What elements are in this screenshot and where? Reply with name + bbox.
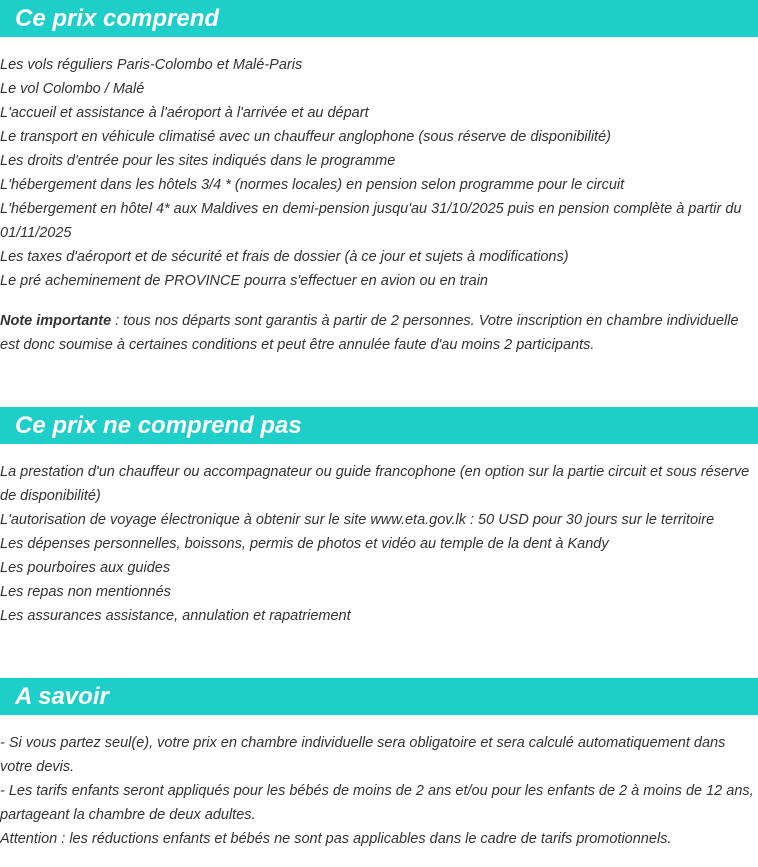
list-item: Les pourboires aux guides: [0, 560, 171, 576]
list-item: Les assurances assistance, annulation et rapatriement: [0, 608, 351, 624]
list-item: Les repas non mentionnés: [0, 584, 171, 600]
list-item: Les droits d'entrée pour les sites indiqués dans le programme: [0, 153, 396, 169]
list-item: Les dépenses personnelles, boissons, permis de photos et vidéo au temple de la dent à Kandy: [0, 536, 609, 552]
note-text: : tous nos départs sont garantis à partir de 2 personnes. Votre inscription en chambre individuelle est donc soumise à certaines conditions et peut être annulée faute d'au moins 2 participants.: [0, 313, 739, 353]
not-included-list: [0, 444, 758, 628]
section-header-good-to-know: A savoir: [0, 678, 758, 715]
important-note: [0, 309, 754, 357]
list-item: Les vols réguliers Paris-Colombo et Malé-Paris: [0, 57, 303, 73]
good-to-know-list: [0, 715, 758, 851]
list-item: Attention : les réductions enfants et bébés ne sont pas applicables dans le cadre de tarifs promotionnels.: [0, 831, 672, 847]
list-item: - Les tarifs enfants seront appliqués pour les bébés de moins de 2 ans et/ou pour les enfants de 2 à moins de 12 ans, partageant la chambre de deux adultes.: [0, 783, 754, 823]
list-item: L'autorisation de voyage électronique à obtenir sur le site www.eta.gov.lk : 50 USD pour 30 jours sur le territoire: [0, 512, 715, 528]
list-item: Le transport en véhicule climatisé avec un chauffeur anglophone (sous réserve de disponibilité): [0, 129, 611, 145]
note-label: Note importante: [0, 313, 112, 329]
list-item: La prestation d'un chauffeur ou accompagnateur ou guide francophone (en option sur la partie circuit et sous réserve de disponibilité): [0, 464, 750, 504]
list-item: Le vol Colombo / Malé: [0, 81, 145, 97]
section-header-included: Ce prix comprend: [0, 0, 758, 37]
section-not-included: [0, 407, 758, 628]
list-item: L'hébergement en hôtel 4* aux Maldives en demi-pension jusqu'au 31/10/2025 puis en pension complète à partir du 01/11/2025: [0, 201, 742, 241]
section-included: [0, 0, 758, 357]
list-item: L'accueil et assistance à l'aéroport à l'arrivée et au départ: [0, 105, 369, 121]
section-good-to-know: [0, 678, 758, 851]
list-item: Les taxes d'aéroport et de sécurité et frais de dossier (à ce jour et sujets à modifications): [0, 249, 569, 265]
list-item: Le pré acheminement de PROVINCE pourra s'effectuer en avion ou en train: [0, 273, 488, 289]
section-header-not-included: Ce prix ne comprend pas: [0, 407, 758, 444]
list-item: L'hébergement dans les hôtels 3/4 * (normes locales) en pension selon programme pour le circuit: [0, 177, 625, 193]
included-list: [0, 37, 758, 357]
list-item: - Si vous partez seul(e), votre prix en chambre individuelle sera obligatoire et sera calculé automatiquement dans votre devis.: [0, 735, 726, 775]
